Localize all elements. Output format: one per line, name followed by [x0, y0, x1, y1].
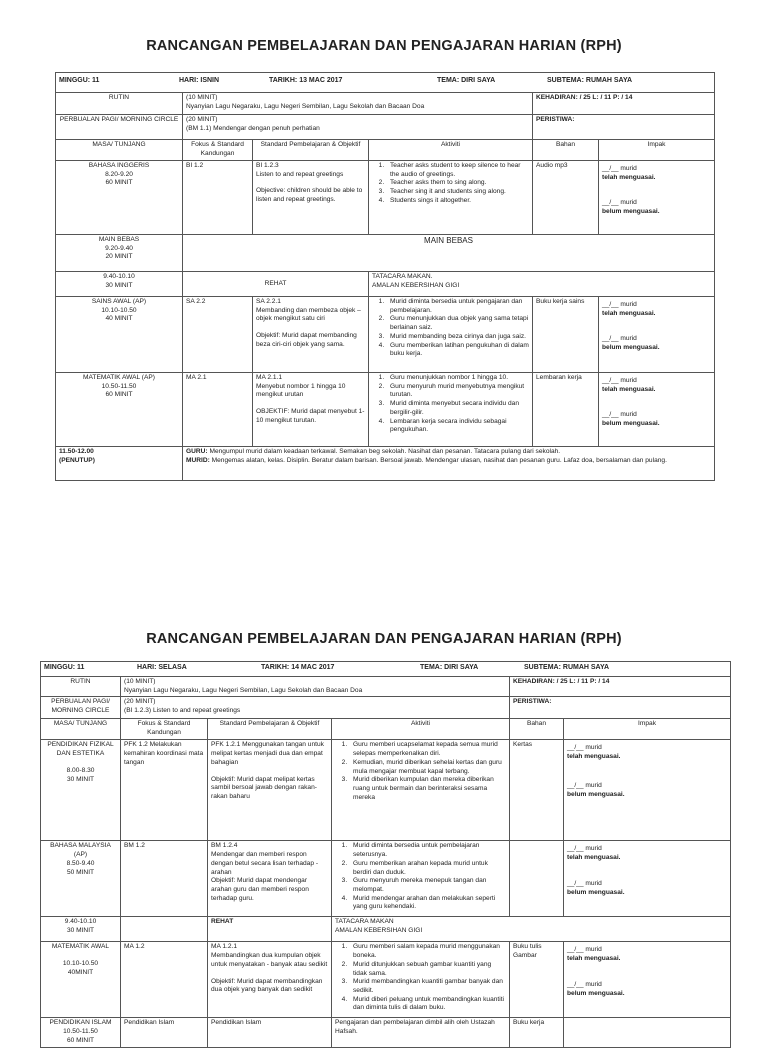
minggu-label: MINGGU: 11: [59, 77, 100, 84]
col-masa: MASA/ TUNJANG: [41, 719, 121, 740]
impak-cell: __/__ murid telah menguasai. __/__ murid belum menguasai.: [564, 942, 731, 1018]
col-fokus: Fokus & Standard Kandungan: [121, 719, 208, 740]
bahan-cell: [510, 841, 564, 917]
impak-cell: __/__ murid telah menguasai. __/__ murid belum menguasai.: [599, 161, 715, 235]
kehadiran-cell: KEHADIRAN: / 25 L: / 11 P: / 14: [510, 677, 731, 697]
col-bahan: Bahan: [510, 719, 564, 740]
table-row: [56, 297, 715, 373]
header-row: [56, 73, 715, 93]
bahan-cell: Audio mp3: [533, 161, 599, 235]
aktiviti-cell: 1. Guru memberi salam kepada murid menggunakan boneka. 2. Murid ditunjukkan sebuah gambar kuantiti yang tidak sama. 3. Murid membandingkan kuantiti gambar banyak dan sedikit. 4. Murid diberi peluang untuk membandingkan kuantiti dan diminta tulis di dalam buku.: [332, 942, 510, 1018]
table-row: [56, 235, 715, 272]
peristiwa-cell: PERISTIWA:: [533, 115, 715, 140]
table-row: [56, 272, 715, 297]
rutin-label: RUTIN: [56, 93, 183, 115]
tema-label: TEMA: DIRI SAYA: [420, 664, 479, 671]
table-row: [41, 942, 731, 1018]
standard-cell: PFK 1.2.1 Menggunakan tangan untuk melipat kertas menjadi dua dan empat bahagian Objektif: Murid dapat melipat kertas sambil bersoal jawab dengan rakan-rakan baharu: [208, 740, 332, 841]
standard-cell: BI 1.2.3 Listen to and repeat greetings Objective: children should be able to listen and repeat greetings.: [253, 161, 369, 235]
page-title-day1: RANCANGAN PEMBELAJARAN DAN PENGAJARAN HARIAN (RPH): [146, 38, 622, 54]
masa-cell: MAIN BEBAS 9.20-9.40 20 MINIT: [56, 235, 183, 272]
masa-cell: PENDIDIKAN ISLAM 10.50-11.50 60 MINIT: [41, 1018, 121, 1048]
subtema-label: SUBTEMA: RUMAH SAYA: [524, 664, 610, 671]
impak-cell: __/__ murid telah menguasai. __/__ murid belum menguasai.: [599, 297, 715, 373]
rph-table-day2: [40, 661, 731, 1048]
table-row: [41, 841, 731, 917]
masa-cell: 9.40-10.10 30 MINIT: [56, 272, 183, 297]
main-bebas-cell: MAIN BEBAS: [183, 235, 715, 272]
col-aktiviti: Aktiviti: [369, 140, 533, 161]
fokus-cell: MA 1.2: [121, 942, 208, 1018]
standard-cell: Pendidikan Islam: [208, 1018, 332, 1048]
masa-cell: MATEMATIK AWAL 10.10-10.50 40MINIT: [41, 942, 121, 1018]
hari-label: HARI: ISNIN: [179, 77, 220, 84]
tarikh-label: TARIKH: 14 MAC 2017: [261, 664, 335, 671]
penutup-cell: GURU: Mengumpul murid dalam keadaan terkawal. Semakan beg sekolah. Nasihat dan pesanan. Tatacara pulang dari sekolah. MURID: Mengemas alatan, kelas. Disiplin. Beratur dalam barisan. Bersoal jawab. Mendengar ulasan, nasihat dan pesanan guru. Lafaz doa, bersalaman dan pulang.: [183, 447, 715, 481]
bahan-cell: Buku kerja sains: [533, 297, 599, 373]
masa-cell: MATEMATIK AWAL (AP) 10.50-11.50 60 MINIT: [56, 373, 183, 447]
col-standard: Standard Pembelajaran & Objektif: [208, 719, 332, 740]
standard-cell: MA 1.2.1 Membandingkan dua kumpulan objek untuk menyatakan - banyak atau sedikit Objektif: Murid dapat membandingkan dua objek yang banyak dan sedikit: [208, 942, 332, 1018]
rutin-cell: (10 MINIT) Nyanyian Lagu Negaraku, Lagu Negeri Sembilan, Lagu Sekolah dan Bacaan Doa: [121, 677, 510, 697]
fokus-cell: MA 2.1: [183, 373, 253, 447]
col-bahan: Bahan: [533, 140, 599, 161]
circle-cell: (20 MINIT) (BM 1.1) Mendengar dengan penuh perhatian: [183, 115, 533, 140]
masa-cell: BAHASA INGGERIS 8.20-9.20 60 MINIT: [56, 161, 183, 235]
table-row: [41, 740, 731, 841]
header-row: [41, 662, 731, 677]
bahan-cell: Lembaran kerja: [533, 373, 599, 447]
col-aktiviti: Aktiviti: [332, 719, 510, 740]
masa-cell: PENDIDIKAN FIZIKAL DAN ESTETIKA 8.00-8.30 30 MINIT: [41, 740, 121, 841]
rutin-label: RUTIN: [41, 677, 121, 697]
subtema-label: SUBTEMA: RUMAH SAYA: [547, 77, 633, 84]
col-fokus: Fokus & Standard Kandungan: [183, 140, 253, 161]
aktiviti-cell: 1. Guru memberi ucapselamat kepada semua murid selepas memperkenalkan diri. 2. Kemudian, murid diberikan sehelai kertas dan guru mula mengajar membuat kapal terbang. 3. Murid diberikan kumpulan dan mereka diberikan ruang untuk bermain dan berinteraksi sesama mereka: [332, 740, 510, 841]
bahan-cell: Kertas: [510, 740, 564, 841]
fokus-cell: BI 1.2: [183, 161, 253, 235]
table-row: [56, 373, 715, 447]
minggu-label: MINGGU: 11: [44, 664, 85, 671]
circle-label: PERBUALAN PAGI/ MORNING CIRCLE: [41, 697, 121, 719]
rehat-cell: REHAT: [183, 272, 369, 297]
aktiviti-cell: 1. Murid diminta bersedia untuk pengajaran dan pembelajaran. 2. Guru menunjukkan dua objek yang sama tetapi berlainan saiz. 3. Murid membanding beza cirinya dan juga saiz. 4. Guru memberikan latihan pengukuhan di dalam buku kerja.: [369, 297, 533, 373]
tema-label: TEMA: DIRI SAYA: [437, 77, 496, 84]
bahan-cell: Buku tulis Gambar: [510, 942, 564, 1018]
fokus-cell: Pendidikan Islam: [121, 1018, 208, 1048]
rutin-cell: (10 MINIT) Nyanyian Lagu Negaraku, Lagu Negeri Sembilan, Lagu Sekolah dan Bacaan Doa: [183, 93, 533, 115]
masa-cell: 9.40-10.10 30 MINIT: [41, 917, 121, 942]
tatacara-cell: TATACARA MAKAN AMALAN KEBERSIHAN GIGI: [332, 917, 731, 942]
col-impak: Impak: [564, 719, 731, 740]
kehadiran-cell: KEHADIRAN: / 25 L: / 11 P: / 14: [533, 93, 715, 115]
col-standard: Standard Pembelajaran & Objektif: [253, 140, 369, 161]
circle-cell: (20 MINIT) (BI 1.2.3) Listen to and repeat greetings: [121, 697, 510, 719]
aktiviti-cell: Pengajaran dan pembelajaran dimbil alih oleh Ustazah Hafsah.: [332, 1018, 510, 1048]
col-impak: Impak: [599, 140, 715, 161]
circle-label: PERBUALAN PAGI/ MORNING CIRCLE: [56, 115, 183, 140]
table-row: [56, 447, 715, 481]
bahan-cell: Buku kerja: [510, 1018, 564, 1048]
impak-cell: __/__ murid telah menguasai. __/__ murid belum menguasai.: [564, 841, 731, 917]
peristiwa-cell: PERISTIWA:: [510, 697, 731, 719]
aktiviti-cell: 1. Teacher asks student to keep silence to hear the audio of greetings. 2. Teacher asks them to sing along. 3. Teacher sing it and students sing along. 4. Students sings it altogether.: [369, 161, 533, 235]
aktiviti-cell: 1. Guru menunjukkan nombor 1 hingga 10. 2. Guru menyuruh murid menyebutnya mengikut turutan. 3. Murid diminta menyebut secara individu dan bergilir-gilir. 4. Lembaran kerja secara individu sebagai pengukuhan.: [369, 373, 533, 447]
masa-cell: SAINS AWAL (AP) 10.10-10.50 40 MINIT: [56, 297, 183, 373]
rph-table-day1: [55, 72, 715, 481]
tatacara-cell: TATACARA MAKAN. AMALAN KEBERSIHAN GIGI: [369, 272, 715, 297]
table-row: [56, 161, 715, 235]
fokus-cell: [121, 917, 208, 942]
rehat-cell: REHAT: [208, 917, 332, 942]
standard-cell: MA 2.1.1 Menyebut nombor 1 hingga 10 mengikut urutan OBJEKTIF: Murid dapat menyebut 1-10 mengikut turutan.: [253, 373, 369, 447]
impak-cell: [564, 1018, 731, 1048]
fokus-cell: PFK 1.2 Melakukan kemahiran koordinasi mata tangan: [121, 740, 208, 841]
col-masa: MASA/ TUNJANG: [56, 140, 183, 161]
table-row: [41, 917, 731, 942]
standard-cell: SA 2.2.1 Membanding dan membeza objek –objek mengikut satu ciri Objektif: Murid dapat membanding beza ciri-ciri objek yang sama.: [253, 297, 369, 373]
penutup-time-cell: 11.50-12.00 (PENUTUP): [56, 447, 183, 481]
fokus-cell: BM 1.2: [121, 841, 208, 917]
aktiviti-cell: 1. Murid diminta bersedia untuk pembelajaran seterusnya. 2. Guru memberikan arahan kepada murid untuk berdiri dan duduk. 3. Guru menyuruh mereka menepuk tangan dan melompat. 4. Murid mendengar arahan dan melakukan seperti yang guru kehendaki.: [332, 841, 510, 917]
page-title-day2: RANCANGAN PEMBELAJARAN DAN PENGAJARAN HARIAN (RPH): [146, 631, 622, 647]
hari-label: HARI: SELASA: [137, 664, 187, 671]
tarikh-label: TARIKH: 13 MAC 2017: [269, 77, 343, 84]
impak-cell: __/__ murid telah menguasai. __/__ murid belum menguasai.: [564, 740, 731, 841]
fokus-cell: SA 2.2: [183, 297, 253, 373]
masa-cell: BAHASA MALAYSIA (AP) 8.50-9.40 50 MINIT: [41, 841, 121, 917]
table-row: [41, 1018, 731, 1048]
standard-cell: BM 1.2.4 Mendengar dan memberi respon dengan betul secara lisan terhadap - arahan Objektif: Murid dapat mendengar arahan guru dan memberi respon terhadap guru.: [208, 841, 332, 917]
impak-cell: __/__ murid telah menguasai. __/__ murid belum menguasai.: [599, 373, 715, 447]
